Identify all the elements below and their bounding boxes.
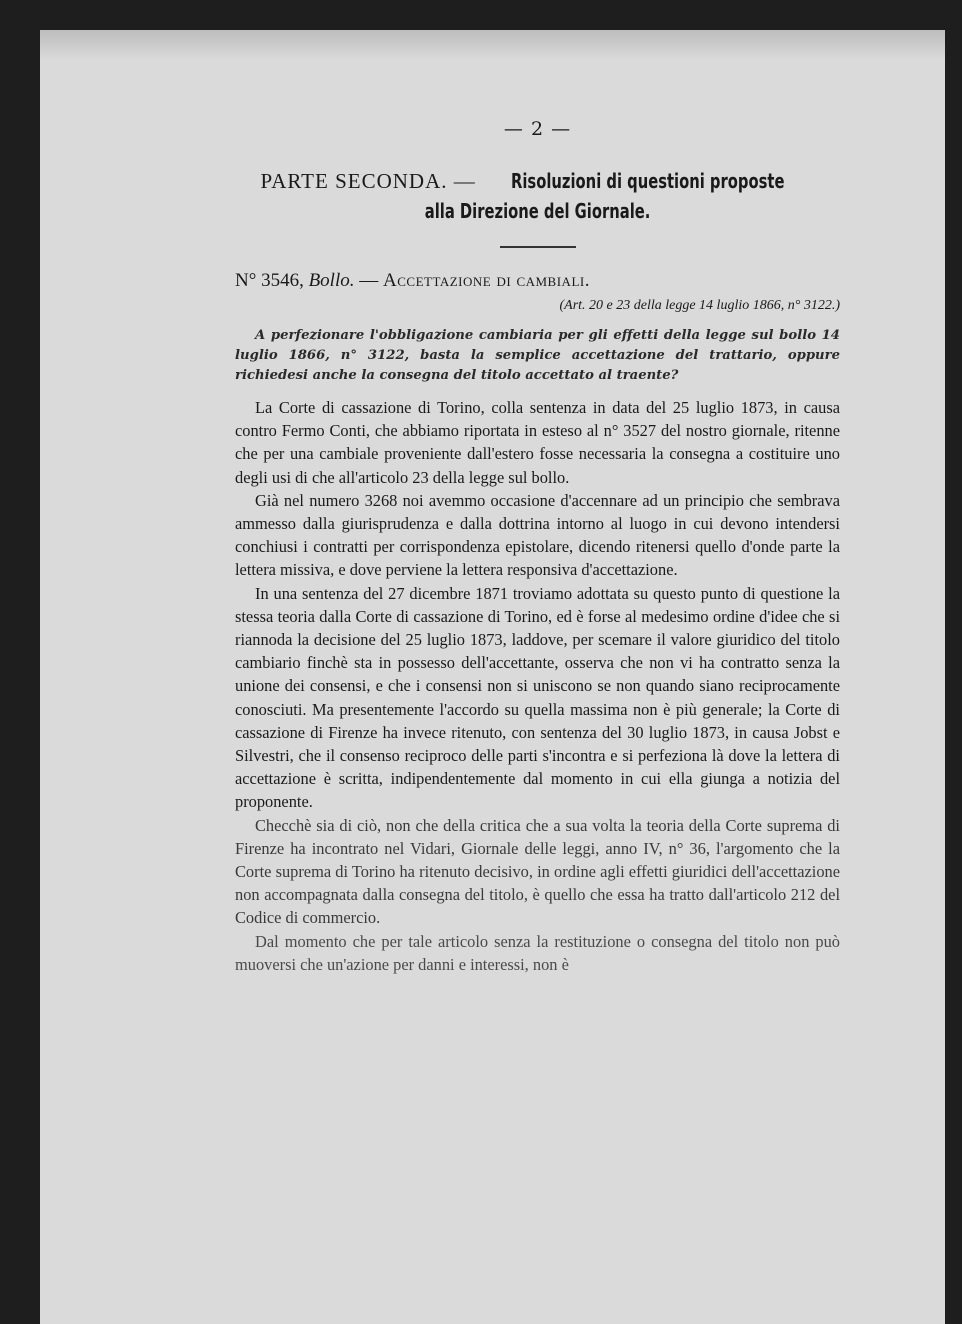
page-number: — 2 — <box>503 118 572 140</box>
entry-title: Accettazione di cambiali. <box>383 270 590 291</box>
entry-summary: A perfezionare l'obbligazione cambiaria per gli effetti della legge sul bollo 14 luglio 1866, n° 3122, basta la semplice accettazione del trattario, oppure richiedesi anche la consegna del titolo accettato al traente? <box>235 328 840 383</box>
paragraph: Già nel numero 3268 noi avemmo occasione d'accennare ad un principio che sembrava ammesso dalla giurisprudenza e dalla dottrina intorno al luogo in cui devono intendersi conchiusi i contratti per corrispondenza epistolare, dicendo ritenersi quello d'onde parte la lettera missiva, e dove perviene la lettera responsiva d'accettazione. <box>235 490 840 580</box>
entry-topic: Bollo. <box>308 270 355 291</box>
entry-heading <box>235 270 840 292</box>
paragraph: La Corte di cassazione di Torino, colla sentenza in data del 25 luglio 1873, in causa contro Fermo Conti, che abbiamo riportata in esteso al n° 3527 del nostro giornale, ritenne che per una cambiale proveniente dall'estero fosse necessaria la consegna a costituire uno degli usi di che all'articolo 23 della legge sul bollo. <box>235 398 840 487</box>
body-text <box>235 396 840 976</box>
page-content <box>235 118 840 976</box>
part-subtitle-line2: alla Direzione del Giornale. <box>424 199 651 223</box>
paragraph: Checchè sia di ciò, non che della critica che a sua volta la teoria della Corte suprema di Firenze ha incontrato nel Vidari, Giornale delle leggi, anno IV, n° 36, l'argomento che la Corte suprema di Torino ha ritenuto decisivo, in ordine agli effetti giuridici dell'accettazione non accompagnata dalla consegna del titolo, è quello che essa ha tratto dall'articolo 212 del Codice di commercio. <box>235 815 840 928</box>
law-reference: (Art. 20 e 23 della legge 14 luglio 1866, n° 3122.) <box>559 298 840 313</box>
entry-dash: — <box>359 270 379 291</box>
paragraph: Dal momento che per tale articolo senza la restituzione o consegna del titolo non può muoversi che un'azione per danni e interessi, non è <box>235 931 840 974</box>
part-subtitle-line1: Risoluzioni di questioni proposte <box>511 169 785 193</box>
part-title: PARTE SECONDA. — <box>260 169 476 193</box>
section-divider <box>500 246 576 248</box>
document-page <box>40 30 945 1324</box>
part-heading <box>235 166 840 226</box>
paragraph: In una sentenza del 27 dicembre 1871 troviamo adottata su questo punto di questione la stessa teoria dalla Corte di cassazione di Torino, ed è forse al medesimo ordine d'idee che si riannoda la decisione del 25 luglio 1873, laddove, per scemare il valore giuridico del titolo cambiario finchè sta in possesso dell'accettante, osserva che non vi ha contratto senza la unione dei consensi, e che i consensi non si uniscono se non quando siano reciprocamente conosciuti. Ma presentemente l'accordo su quella massima non è più generale; la Corte di cassazione di Firenze ha invece ritenuto, con sentenza del 30 luglio 1873, in causa Jobst e Silvestri, che il consenso reciproco delle parti s'incontra e si perfeziona là dove la lettera di accettazione è scritta, indipendentemente dal momento in cui ella giunga a notizia del proponente. <box>235 583 840 812</box>
entry-number: N° 3546, <box>235 270 304 291</box>
